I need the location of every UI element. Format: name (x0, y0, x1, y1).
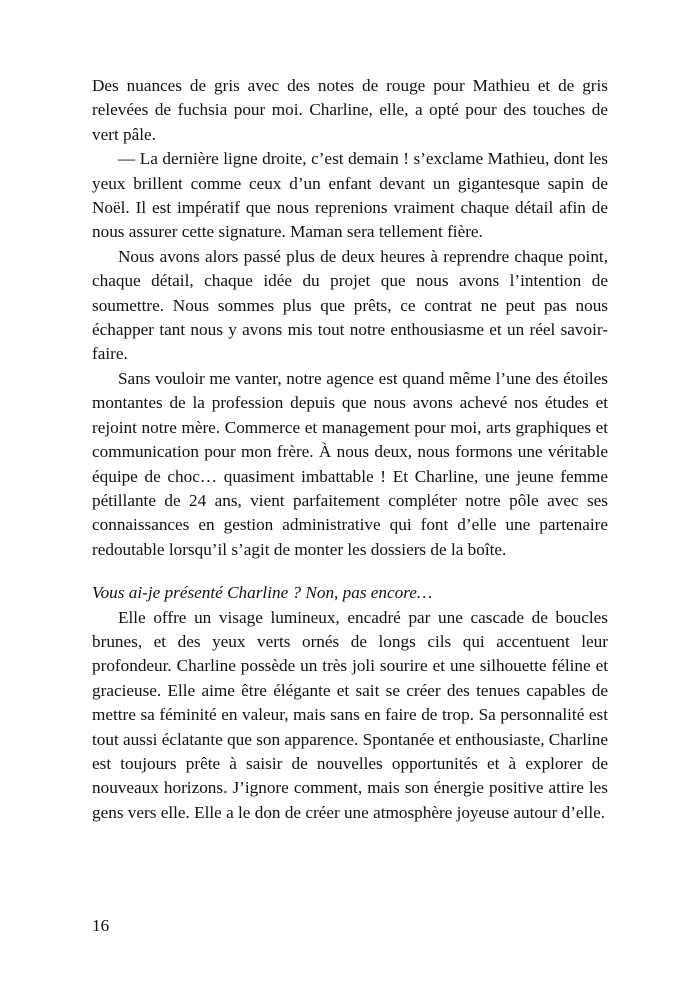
paragraph: Nous avons alors passé plus de deux heures à reprendre chaque point, chaque détail, chaque idée du projet que nous avons l’intention de soumettre. Nous sommes plus que prêts, ce contrat ne peut pas nous échapper tant nous y avons mis tout notre enthousiasme et un réel savoir-faire. (92, 246, 608, 364)
paragraph: Elle offre un visage lumineux, encadré par une cascade de boucles brunes, et des yeux verts ornés de longs cils qui accentuent leur profondeur. Charline possède un très joli sourire et une silhouette féline et gracieuse. Elle aime être élégante et sait se créer des tenues capables de mettre sa féminité en valeur, mais sans en faire de trop. Sa personnalité est tout aussi éclatante que son apparence. Spontanée et enthousiaste, Charline est toujours prête à saisir de nouvelles opportunités et à explorer de nouveaux horizons. J’ignore comment, mais son énergie positive attire les gens vers elle. Elle a le don de créer une atmosphère joyeuse autour d’elle. (92, 607, 608, 822)
paragraph: Sans vouloir me vanter, notre agence est quand même l’une des étoiles montantes de la profession depuis que nous avons achevé nos études et rejoint notre mère. Commerce et management pour moi, arts graphiques et communication pour mon frère. À nous deux, nous formons une véritable équipe de choc… quasiment imbattable ! Et Charline, une jeune femme pétillante de 24 ans, vient parfaitement compléter notre pôle avec ses connaissances en gestion administrative qui font d’elle une partenaire redoutable lorsqu’il s’agit de monter les dossiers de la boîte. (92, 368, 608, 559)
paragraph-dialogue: — La dernière ligne droite, c’est demain ! s’exclame Mathieu, dont les yeux brillent comme ceux d’un enfant devant un gigantesque sapin de Noël. Il est impératif que nous reprenions vraiment chaque détail afin de nous assurer cette signature. Maman sera tellement fière. (92, 149, 608, 242)
paragraph-continuation: Des nuances de gris avec des notes de rouge pour Mathieu et de gris relevées de fuchsia pour moi. Charline, elle, a opté pour des touches de vert pâle. (92, 76, 608, 144)
section-break (92, 562, 608, 581)
page-number: 16 (92, 916, 110, 935)
page-body (92, 74, 608, 825)
paragraph-italic-aside: Vous ai-je présenté Charline ? Non, pas encore… (92, 583, 433, 603)
